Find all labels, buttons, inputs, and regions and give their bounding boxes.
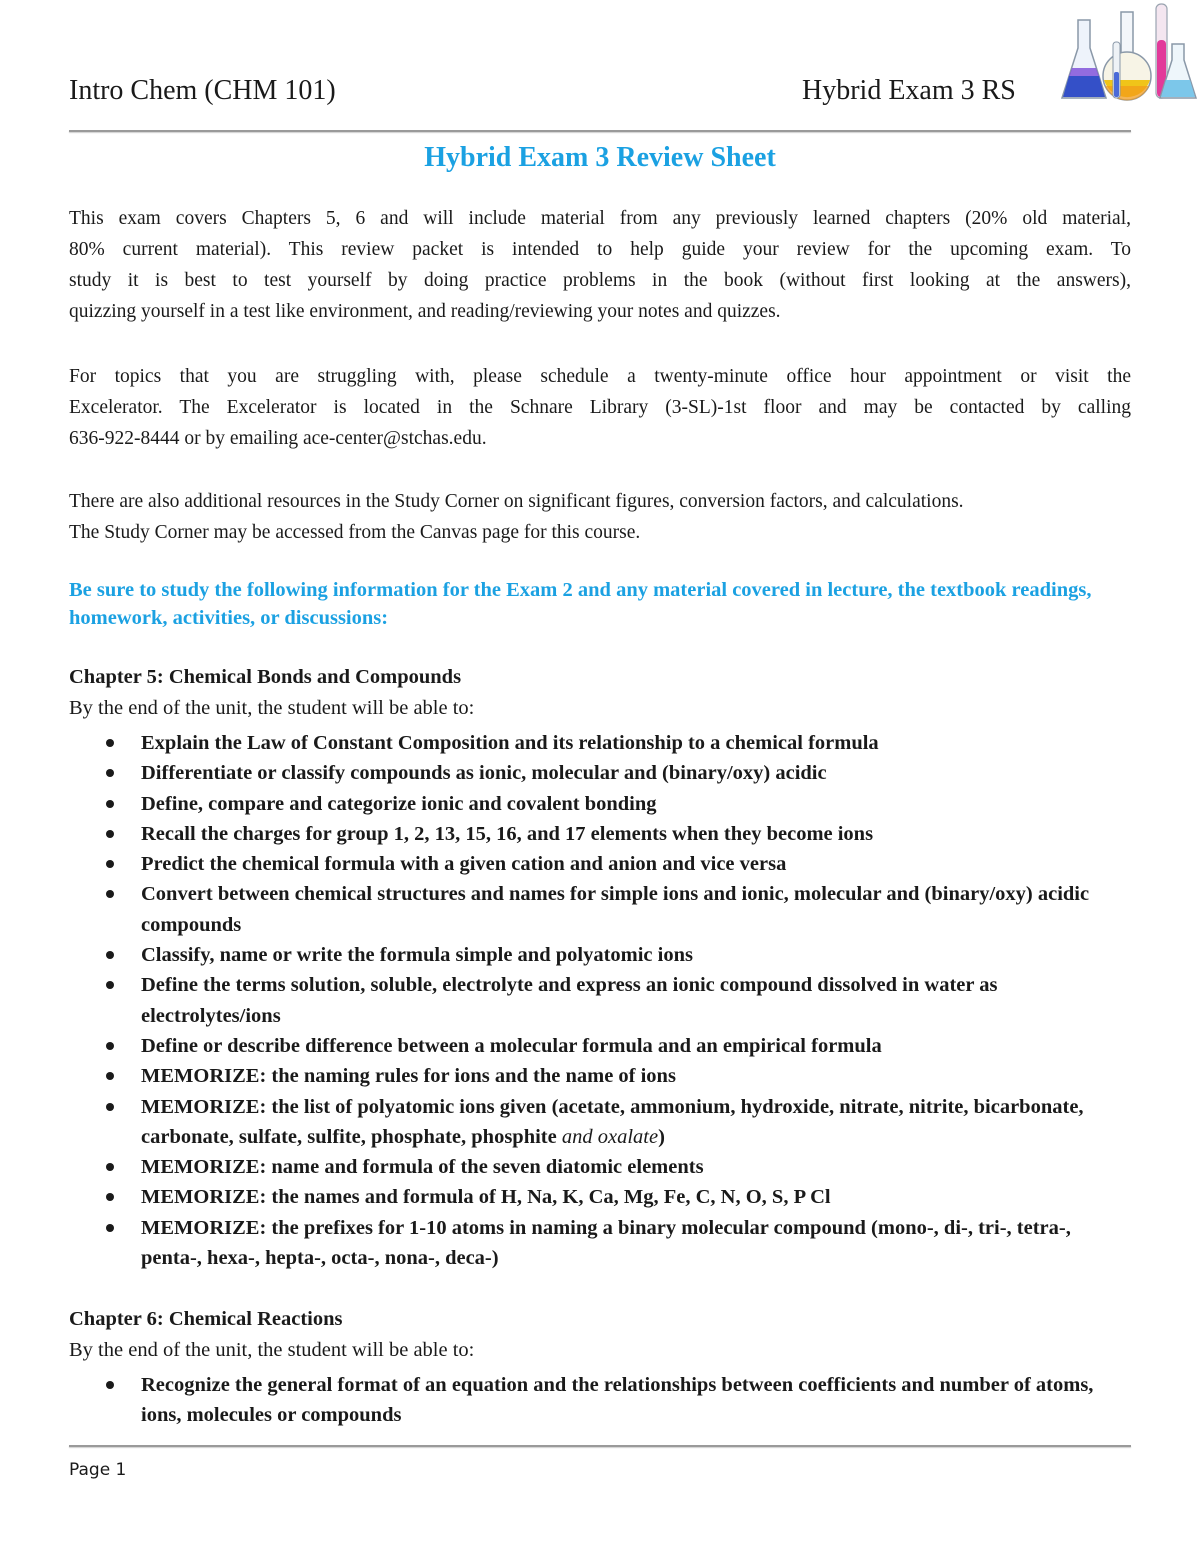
chapter5-intro: By the end of the unit, the student will be able to:: [69, 697, 475, 719]
memorize-text: the prefixes for 1-10 atoms in naming a binary molecular compound (mono-, di-, tri-, tetra-, penta-, hexa-, hepta-, octa-, nona-, deca-): [141, 1216, 1071, 1270]
course-name: Intro Chem (CHM 101): [69, 75, 336, 106]
memorize-item: [104, 1213, 1134, 1274]
resources-line: There are also additional resources in the Study Corner on significant figures, conversion factors, and calculations.: [69, 491, 964, 512]
page-title: Hybrid Exam 3 Review Sheet: [424, 142, 776, 173]
memorize-item: [104, 1182, 1134, 1212]
intro-paragraph: [69, 203, 1131, 327]
memorize-label: MEMORIZE:: [141, 1216, 267, 1239]
memorize-text: the naming rules for ions and the name of ions: [266, 1065, 676, 1088]
objective-item: Define or describe difference between a molecular formula and an empirical formula: [104, 1031, 1134, 1061]
memorize-text: the list of polyatomic ions given (acetate, ammonium, hydroxide, nitrate, nitrite, bicarbonate, carbonate, sulfate, sulfite, phosphate, phosphite: [141, 1095, 1084, 1148]
objective-item: Recall the charges for group 1, 2, 13, 15, 16, and 17 elements when they become ions: [104, 819, 1134, 849]
objective-item: Convert between chemical structures and names for simple ions and ionic, molecular and (binary/oxy) acidic compounds: [104, 879, 1134, 940]
memorize-italic: and oxalate: [561, 1125, 659, 1148]
memorize-label: MEMORIZE:: [141, 1186, 267, 1209]
memorize-item: [104, 1152, 1134, 1182]
objective-item: Define the terms solution, soluble, electrolyte and express an ionic compound dissolved in water as electrolytes/ions: [104, 970, 1134, 1031]
objective-item: Explain the Law of Constant Composition and its relationship to a chemical formula: [104, 728, 1134, 758]
chapter6-intro: By the end of the unit, the student will be able to:: [69, 1339, 475, 1361]
footer-rule: [69, 1445, 1131, 1447]
resources-line: The Study Corner may be accessed from the Canvas page for this course.: [69, 522, 641, 543]
memorize-item: [104, 1092, 1134, 1153]
resources-paragraph: [69, 486, 1131, 548]
objective-item: Differentiate or classify compounds as ionic, molecular and (binary/oxy) acidic: [104, 758, 1134, 788]
chapter6-header: [69, 1304, 1131, 1366]
memorize-text: the names and formula of H, Na, K, Ca, Mg, Fe, C, N, O, S, P Cl: [266, 1186, 831, 1209]
exam-label: Hybrid Exam 3 RS: [802, 75, 1016, 106]
help-line: For topics that you are struggling with, please schedule a twenty-minute office hour appointment or visit the: [69, 366, 1131, 387]
memorize-label: MEMORIZE:: [141, 1095, 267, 1118]
objective-item: Recognize the general format of an equation and the relationships between coefficients and number of atoms, ions, molecules or compounds: [104, 1370, 1134, 1431]
intro-line: This exam covers Chapters 5, 6 and will include material from any previously learned chapters (20% old material,: [69, 208, 1131, 229]
chapter5-objectives: [104, 728, 1134, 1273]
lab-flasks-icon: [1058, 2, 1200, 104]
memorize-end: ): [658, 1125, 665, 1148]
objective-item: Classify, name or write the formula simple and polyatomic ions: [104, 940, 1134, 970]
intro-line: quizzing yourself in a test like environment, and reading/reviewing your notes and quizzes.: [69, 301, 781, 322]
memorize-label: MEMORIZE:: [141, 1065, 267, 1088]
memorize-item: [104, 1061, 1134, 1091]
objective-item: Predict the chemical formula with a given cation and anion and vice versa: [104, 849, 1134, 879]
chapter6-heading: Chapter 6: Chemical Reactions: [69, 1308, 343, 1330]
study-callout: Be sure to study the following information for the Exam 2 and any material covered in lecture, the textbook readings, homework, activities, or discussions:: [69, 579, 1092, 629]
objective-item: Define, compare and categorize ionic and covalent bonding: [104, 789, 1134, 819]
chapter5-heading: Chapter 5: Chemical Bonds and Compounds: [69, 666, 462, 688]
help-line: 636-922-8444 or by emailing ace-center@stchas.edu.: [69, 428, 487, 449]
memorize-text: name and formula of the seven diatomic elements: [266, 1156, 704, 1179]
chapter6-objectives: [104, 1370, 1134, 1431]
memorize-label: MEMORIZE:: [141, 1156, 267, 1179]
page-number: Page 1: [69, 1460, 127, 1480]
help-paragraph: [69, 361, 1131, 454]
intro-line: 80% current material). This review packet is intended to help guide your review for the upcoming exam. To: [69, 239, 1131, 260]
header-rule: [69, 130, 1131, 132]
chapter5-header: [69, 662, 1131, 724]
help-line: Excelerator. The Excelerator is located in the Schnare Library (3-SL)-1st floor and may be contacted by calling: [69, 397, 1131, 418]
intro-line: study it is best to test yourself by doing practice problems in the book (without first looking at the answers),: [69, 270, 1131, 291]
